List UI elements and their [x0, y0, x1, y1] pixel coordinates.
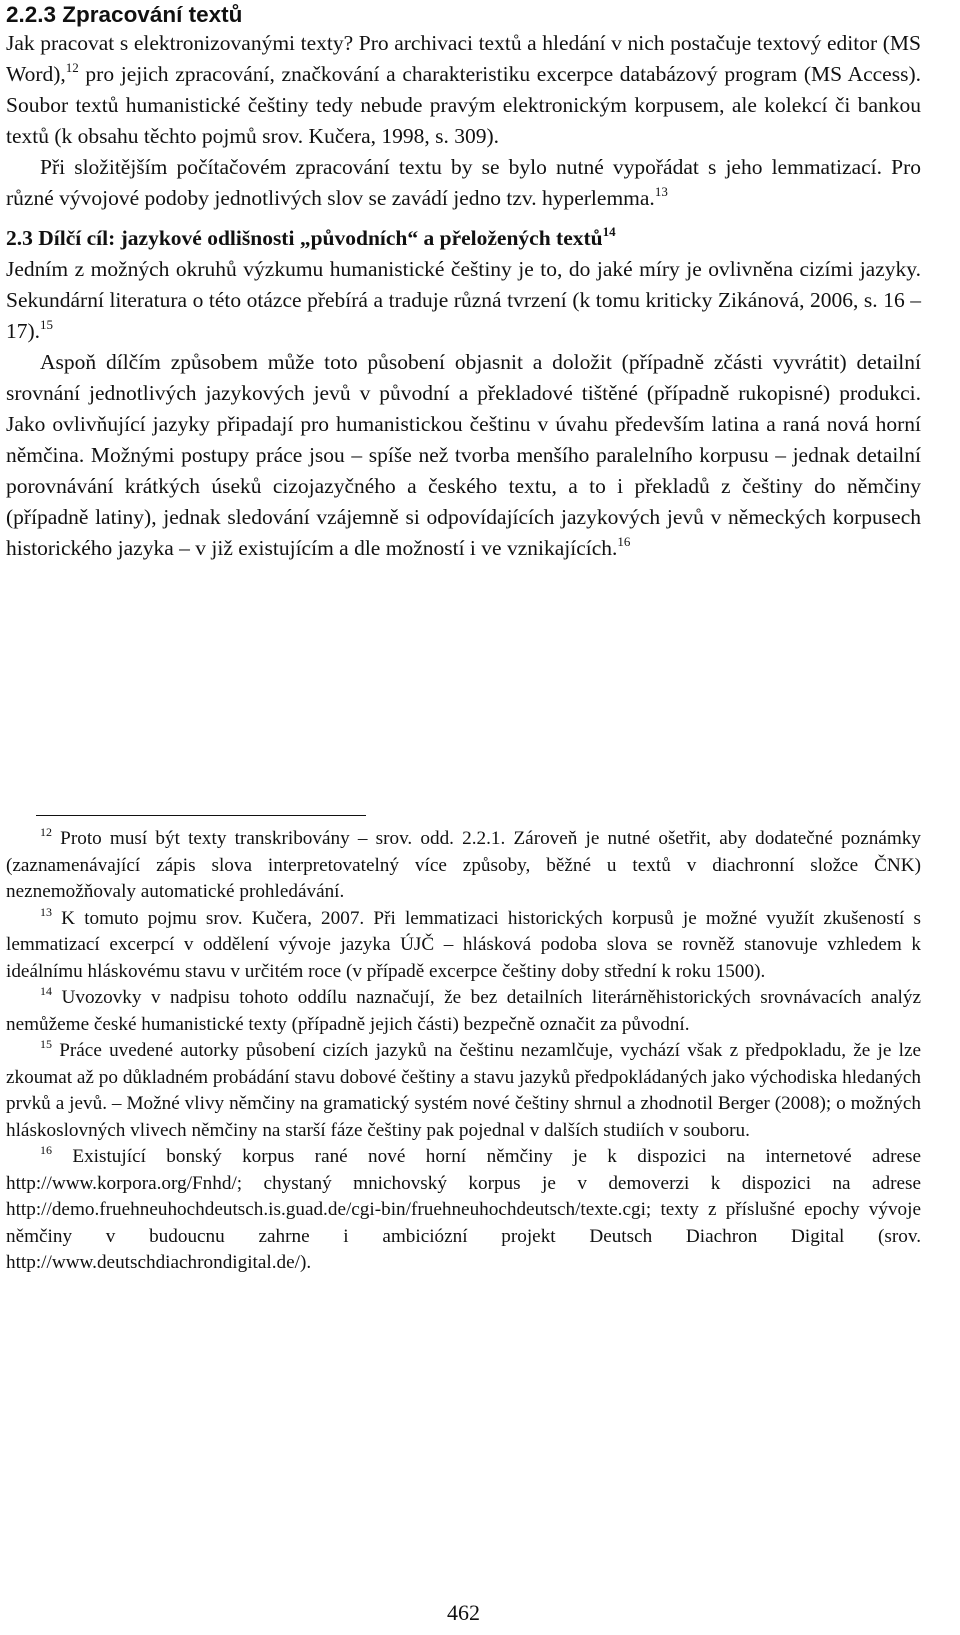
footnote-ref-14[interactable]: 14	[602, 224, 616, 240]
footnote-14	[6, 985, 921, 1038]
paragraph-3-text: Jedním z možných okruhů výzkumu humanistické češtiny je to, do jaké míry je ovlivněna cizími jazyky. Sekundární literatura o této otázce přebírá a traduje různá tvrzení (k tomu kriticky Zikánová, 2006, s. 16 – 17).	[6, 257, 921, 344]
paragraph-1-text-b: pro jejich zpracování, značkování a charakteristiku excerpce databázový program (MS Access). Soubor textů humanistické češtiny tedy nebude pravým elektronickým korpusem, ale kolekcí či bankou textů (k obsahu těchto pojmů srov. Kučera, 1998, s. 309).	[6, 61, 921, 148]
paragraph-1	[6, 28, 921, 152]
page-number: 462	[447, 1600, 480, 1625]
footnote-text: Práce uvedené autorky působení cizích jazyků na češtinu nezamlčuje, vychází však z předpokladu, že je lze zkoumat až po důkladném probádání stavu dobové češtiny a stavu jazyků předpokládaných jako východiska hledaných prvků a jevů. – Možné vlivy němčiny na gramatický systém nové češtiny shrnul a zhodnotil Berger (2008); o možných hláskoslovných vlivech němčiny na starší fáze češtiny pak pojednal v dalších studiích v souboru.	[6, 1040, 921, 1141]
main-text	[6, 28, 921, 563]
document-page	[6, 0, 921, 1635]
footnote-number: 16	[40, 1143, 52, 1157]
subsection-heading	[6, 223, 921, 254]
section-heading: 2.2.3 Zpracování textů	[6, 2, 243, 27]
footnote-ref-15[interactable]: 15	[40, 317, 54, 333]
paragraph-3	[6, 254, 921, 347]
footnote-text: Proto musí být texty transkribovány – srov. odd. 2.2.1. Zároveň je nutné ošetřit, aby dodatečné poznámky (zaznamenávající zápis slova interpretovatelný více způsoby, běžné u textů v diachronní složce ČNK) neznemožňovaly automatické prohledávání.	[6, 828, 921, 902]
paragraph-2	[6, 152, 921, 214]
footnote-text: Existující bonský korpus rané nové horní němčiny je k dispozici na internetové adrese http://www.korpora.org/Fnhd/; chystaný mnichovský korpus je v demoverzi k dispozici na adrese http://demo.fruehneuhochdeutsch.is.guad.de/cgi-bin/fruehneuhochdeutsch/texte.cgi; texty z příslušné epochy vývoje němčiny v budoucnu zahrne i ambiciózní projekt Deutsch Diachron Digital (srov. http://www.deutschdiachrondigital.de/).	[6, 1146, 921, 1273]
footnote-ref-13[interactable]: 13	[654, 183, 668, 199]
footnote-16	[6, 1144, 921, 1277]
footnote-text: Uvozovky v nadpisu tohoto oddílu naznačují, že bez detailních literárněhistorických srovnávacích analýz nemůžeme české humanistické texty (případně jejich části) bezpečně označit za původní.	[6, 987, 921, 1035]
footnote-number: 15	[40, 1037, 52, 1051]
paragraph-2-text: Při složitějším počítačovém zpracování textu by se bylo nutné vypořádat s jeho lemmatizací. Pro různé vývojové podoby jednotlivých slov se zavádí jedno tzv. hyperlemma.	[6, 154, 921, 210]
footnote-number: 12	[40, 825, 52, 839]
paragraph-1-text-a: Jak pracovat s elektronizovanými texty? Pro archivaci textů a hledání v nich postačuje textový editor (MS Word),	[6, 31, 921, 86]
subsection-heading-text: 2.3 Dílčí cíl: jazykové odlišnosti „původních“ a přeložených textů	[6, 226, 603, 251]
footnote-13	[6, 906, 921, 986]
paragraph-4-text: Aspoň dílčím způsobem může toto působení objasnit a doložit (případně zčásti vyvrátit) detailní srovnání jednotlivých jazykových jevů v původní a překladové tištěné (případně rukopisné) produkci. Jako ovlivňující jazyky připadají pro humanistickou češtinu v úvahu především latina a raná nová horní němčina. Možnými postupy práce jsou – spíše než tvorba menšího paralelního korpusu – jednak detailní porovnávání krátkých úseků cizojazyčného a českého textu, a to i překladů z češtiny do němčiny (případně latiny), jednak sledování vzájemně si odpovídajících jazykových jevů v německých korpusech historického jazyka – v již existujícím a dle možností i ve vznikajících.	[6, 350, 921, 560]
footnote-12	[6, 826, 921, 906]
footnote-separator	[36, 815, 366, 816]
footnote-15	[6, 1038, 921, 1144]
footnotes	[6, 826, 921, 1277]
paragraph-4	[6, 347, 921, 563]
footnote-ref-16[interactable]: 16	[617, 533, 631, 549]
footnote-number: 14	[40, 984, 52, 998]
footnote-number: 13	[40, 904, 52, 919]
footnote-text: K tomuto pojmu srov. Kučera, 2007. Při lemmatizaci historických korpusů je možné využít zkušeností s lemmatizací excerpcí v oddělení vývoje jazyka ÚJČ – hlásková podoba slova se rovněž stanovuje vzhledem k ideálnímu hláskovému stavu v určitém roce (v případě excerpce češtiny doby střední k roku 1500).	[6, 907, 921, 982]
footnote-ref-12[interactable]: 12	[65, 59, 79, 75]
